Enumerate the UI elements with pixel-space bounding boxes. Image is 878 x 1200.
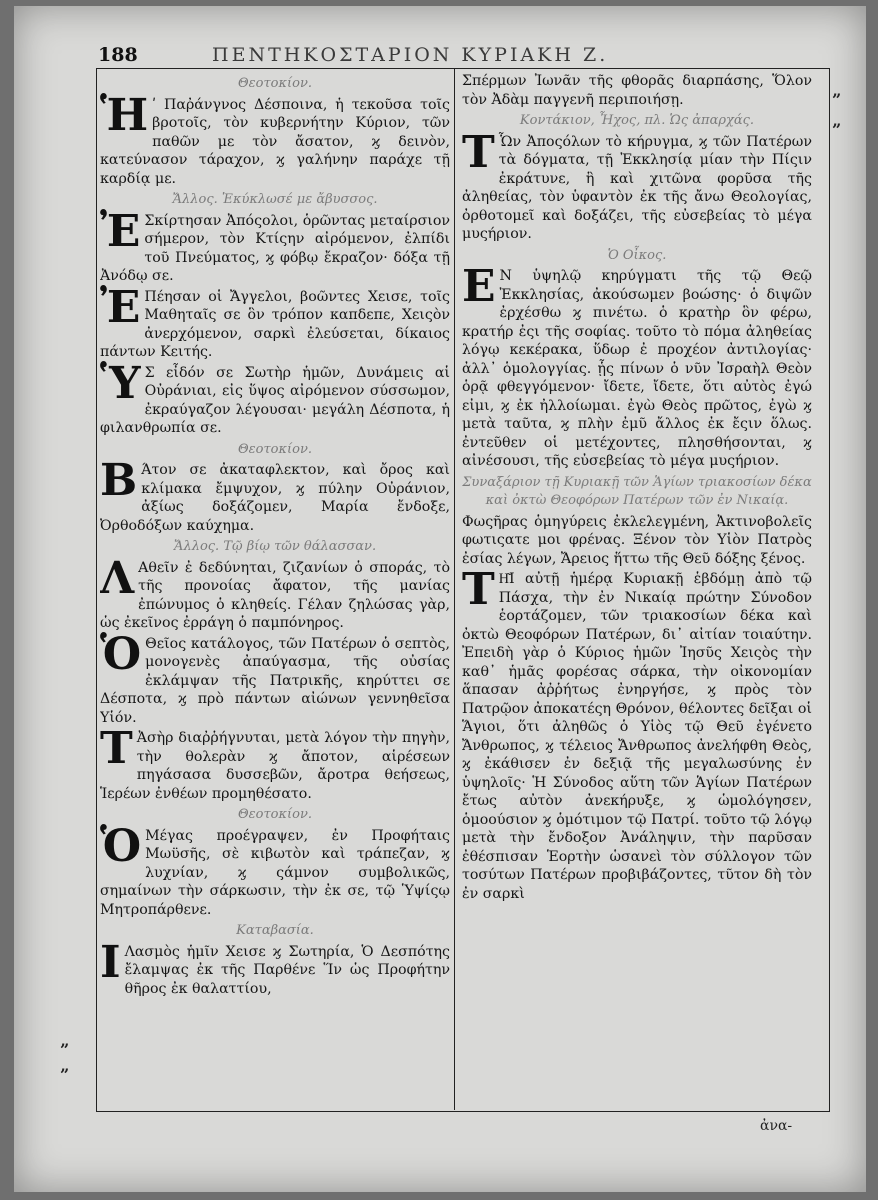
section-heading: Θεοτοκίον.: [238, 441, 312, 457]
section-heading: Θεοτοκίον.: [238, 807, 312, 822]
left-column: [100, 72, 450, 1102]
text-paragraph: [100, 723, 450, 803]
text-paragraph: [100, 455, 450, 535]
paragraph-text: Λασμὸς ἡμῖν Χεισε ϗ Σωτηρία, Ὁ Δεσπότης ἔλαμψας ἐκ τῆς Παρθένε Ἵν ὡς Προφήτην θῆρος ἐκ θαλαττίου,: [124, 943, 450, 997]
drop-cap-initial: Β: [100, 455, 138, 506]
section-heading: Κοντάκιον, Ἦχος, πλ. Ὡς ἀπαρχάς.: [519, 113, 755, 128]
paragraph-text: Θεῖος κατάλογος, τῶν Πατέρων ὁ σεπτὸς, μονογενὲς ἀπαύγασμα, τῆς οὐσίας ἐκλάμψαν τῆς Πατρικῆς, κηρύττει σε Δέσποτα, ϗ πρὸ πάντων αἰώνων γεννηθεῖσα Υἱόν.: [100, 635, 450, 726]
text-paragraph: [462, 564, 812, 903]
column-divider: [454, 68, 455, 1110]
section-heading: Ἄλλος. Ἐκύκλωσέ με ἄβυσσος.: [172, 192, 378, 207]
running-head: ΠΕΝΤΗΚΟΣΤΑΡΙΟΝ ΚΥΡΙΑΚΗ Ζ.: [212, 44, 609, 66]
text-paragraph: [100, 357, 450, 438]
text-paragraph: [100, 205, 450, 286]
margin-quote-mark: ”: [60, 1040, 70, 1059]
page-header: [96, 44, 826, 68]
paragraph-text: Ὧν Ἀποςόλων τὸ κήρυγμα, ϗ τῶν Πατέρων τὰ δόγματα, τῇ Ἐκκλησίᾳ μίαν τὴν Πίςιν ἐκράτυνε, ἣ καὶ χιτῶνα φορῦσα τῆς ἀληθείας, τὸν ὑφαντὸν ἐκ τῆς ἄνω Θεολογίας, ὀρθοτομεῖ καὶ δοξάζει, τῆς εὐσεβείας τὸ μέγα μυςήριον.: [462, 133, 812, 242]
drop-cap-initial: Τ: [462, 126, 495, 178]
catchword: ἀνα-: [760, 1118, 793, 1134]
text-paragraph: [462, 72, 812, 109]
paragraph-text: Σκίρτησαν Ἀπόςολοι, ὁρῶντας μεταίρσιον σήμερον, τὸν Κτίςην αἰρόμενον, ἐλπίδι τοῦ Πνεύματος, ϗ φόβῳ ἔκραζον· δόξα τῇ Ἀνόδῳ σε.: [100, 212, 450, 284]
paragraph-text: Σ εἶδόν σε Σωτὴρ ἡμῶν, Δυνάμεις αἱ Οὐράνιαι, εἰς ὕψος αἰρόμενον σύσσωμον, ἐκραύγαζον λέγουσαι· μεγάλη Δέσποτα, ἡ φιλανθρωπία σε.: [100, 364, 450, 436]
margin-quote-mark: ”: [832, 90, 842, 109]
paragraph-text: Αθεῖν ἐ δεδύνηται, ζιζανίων ὁ σποράς, τὸ τῆς προνοίας ἄφατον, τῆς μανίας ἐπώνυμος ὁ κληθείς. Γέλαν ζηλώσας γὰρ, ὡς ἐκεῖνος ἐρράγη ὁ παμπόνηρος.: [100, 559, 450, 631]
section-heading: Ὁ Οἶκος.: [607, 247, 667, 263]
text-paragraph: [462, 513, 812, 569]
text-paragraph: [100, 936, 450, 999]
paragraph-text: Άτον σε ἀκαταφλεκτον, καὶ ὄρος καὶ κλίμακα ἔμψυχον, ϗ πύλην Οὐράνιον, ἀξίως δοξάζομεν, Μαρία ἔνδοξε, Ὀρθοδόξων καύχημα.: [100, 462, 450, 534]
drop-cap-initial: Τ: [100, 723, 133, 774]
paragraph-text: Η͂Ι αὐτῇ ἡμέρᾳ Κυριακῇ ἑβδόμῃ ἀπὸ τῷ Πάσχα, τὴν ἐν Νικαίᾳ πρώτην Σύνοδον ἑορτάζομεν, τῶν τριακοσίων δέκα καὶ ὀκτὼ Θεοφόρων Πατέρων, δι᾽ αἰτίαν τοιαύτην. Ἐπειδὴ γὰρ ὁ Κύριος ἡμῶν Ἰησῦς Χειςὸς τὴν καθ᾽ ἡμᾶς φορέσας σάρκα, τὴν οἰκονομίαν ἅπασαν ἀῤῥήτως ἐνηργήσε, ϗ πρὸς τὸν Πατρῷον ἀποκατέςη Θρόνον, θέλοντες δεῖξαι οἱ Ἅγιοι, ὅτι ἀληθῶς ὁ Υἱὸς τῷ Θεῦ ἐγένετο Ἄνθρωπος, ϗ τέλειος Ἄνθρωπος ἀνελήφθη Θεὸς, ϗ ἐκάθισεν ἐν δεξιᾷ τῆς μεγαλωσύνης ἐν ὑψηλοῖς· Ἡ Σύνοδος αὕτη τῶν Ἁγίων Πατέρων ἔτως αὐτὸν ἀνεκήρυξε, ϗ ὡμολόγησεν, ὁμοούσιον ϗ ὁμότιμον τῷ Πατρί. τοῦτο τῷ λόγῳ μετὰ τὴν ἔνδοξον Ἀνάληψιν, τὴν παρῦσαν ἐθέσπισαν Ἑορτὴν ὡσανεὶ τὸν σύλλογον τῶν τοσύτων Πατέρων προβιβάζοντες, τῦτον δὴ τὸν ἐν σαρκὶ: [462, 571, 812, 902]
drop-cap-initial: Ὁ: [100, 820, 142, 872]
section-heading: Θεοτοκίον.: [238, 76, 312, 91]
drop-cap-initial: Ἐ: [100, 281, 141, 333]
section-heading: Συναξάριον τῇ Κυριακῇ τῶν Ἁγίων τριακοσίων δέκα καὶ ὀκτὼ Θεοφόρων Πατέρων τῶν ἐν Νικαίᾳ.: [462, 474, 812, 508]
text-paragraph: [100, 552, 450, 633]
drop-cap-initial: Τ: [462, 564, 495, 615]
margin-quote-mark: ”: [832, 120, 842, 139]
paragraph-text: Σπέρμων Ἰωνᾶν τῆς φθορᾶς διαρπάσης, Ὅλον τὸν Ἀδὰμ παγγενῆ περιποιήσῃ.: [462, 73, 812, 108]
text-paragraph: [462, 126, 812, 244]
drop-cap-initial: Ε: [462, 261, 496, 312]
section-heading: Καταβασία.: [236, 923, 314, 938]
text-paragraph: [100, 281, 450, 362]
paragraph-text: Πέησαν οἱ Ἄγγελοι, βοῶντες Χεισε, τοῖς Μαθηταῖς σε ὃν τρόπον καπδεπε, Χειςὸν ἀνερχόμενον, σαρκὶ ἐλεύσεται, δίκαιος πάντων Κειτής.: [100, 288, 450, 360]
section-heading: Ἄλλος. Τῷ βίῳ τῶν θάλασσαν.: [173, 539, 377, 554]
drop-cap-initial: Ἡ: [100, 89, 149, 141]
right-column: [462, 72, 812, 1102]
paragraph-text: Ν ὑψηλῷ κηρύγματι τῆς τῷ Θεῷ Ἐκκλησίας, ἀκούσωμεν βοώσης· ὁ διψῶν ἐρχέσθω ϗ πινέτω. ὁ κρατὴρ ὃν φέρω, κρατήρ ἐςι τῆς σοφίας. τοῦτο τὸ πόμα ἀληθείας λόγῳ κεκέρακα, ὕδωρ ἐ προχέον ἀντιλογίας· ἀλλ᾽ ὁμολογγίας. ᾗς πίνων ὁ νῦν Ἰσραὴλ Θεὸν ὁρᾷ φθεγγόμενον· ἴδετε, ἴδετε, ὅτι αὐτὸς ἐγώ εἰμι, ϗ ἐκ ἠλλοίωμαι. ἐγὼ Θεὸς πρῶτος, ἐγὼ ϗ μετὰ ταῦτα, ϗ πλὴν ἐμῦ ἄλλος ἐκ ἔςιν ὅλως. ἐντεῦθεν οἱ μετέχοντες, πλησθήσονται, ϗ αἰνέσουσι, τῆς εὐσεβείας τὸ μέγα μυςήριον.: [462, 268, 812, 469]
text-paragraph: [100, 89, 450, 189]
margin-quote-mark: ”: [60, 1065, 70, 1084]
text-paragraph: [100, 820, 450, 920]
paragraph-text: ʹ Παῤάνγνος Δέσποινα, ἡ τεκοῦσα τοῖς βροτοῖς, τὸν κυβερνήτην Κύριον, τῶν παθῶν με τὸν ἄσατον, ϗ δεινὸν, κατεύνασον τάραχον, ϗ γαλήνην παράχε τῇ καρδίᾳ με.: [100, 96, 450, 187]
text-paragraph: [100, 628, 450, 728]
paragraph-text: Φωςῆρας ὁμηγύρεις ἐκλελεγμένη, Ἀκτινοβολεῖς φωτιςατε μοι φρένας. Ξένον τὸν Υἱὸν Πατρὸς ἐσίας λέγων, Ἄρειος ἥττω τῆς Θεῦ δόξης ξένος.: [462, 513, 812, 567]
drop-cap-initial: Λ: [100, 552, 135, 604]
drop-cap-initial: Ι: [100, 936, 121, 988]
drop-cap-initial: Ἐ: [100, 205, 141, 257]
paragraph-text: Ἀσὴρ διαῤῥήγνυται, μετὰ λόγον τὴν πηγὴν, τὴν θολερὰν ϗ ἄποτον, αἱρέσεων πηγάσασα δυσσεβῶν, ἄροτρα θεήσεως, Ἱερέων ἐνθέων προμηθέσατο.: [100, 730, 450, 802]
drop-cap-initial: Ὁ: [100, 628, 142, 680]
paragraph-text: Μέγας προέγραψεν, ἐν Προφήταις Μωϋσῆς, σὲ κιβωτὸν καὶ τράπεζαν, ϗ λυχνίαν, ϗ ςάμνον συμβολικῶς, σημαίνων τὴν σάρκωσιν, τὴν ἐκ σε, τῷ Ὑψίςῳ Μητροπάρθενε.: [100, 827, 450, 918]
text-paragraph: [462, 261, 812, 471]
page-number: 188: [98, 44, 138, 66]
drop-cap-initial: Ὑ: [100, 357, 141, 409]
